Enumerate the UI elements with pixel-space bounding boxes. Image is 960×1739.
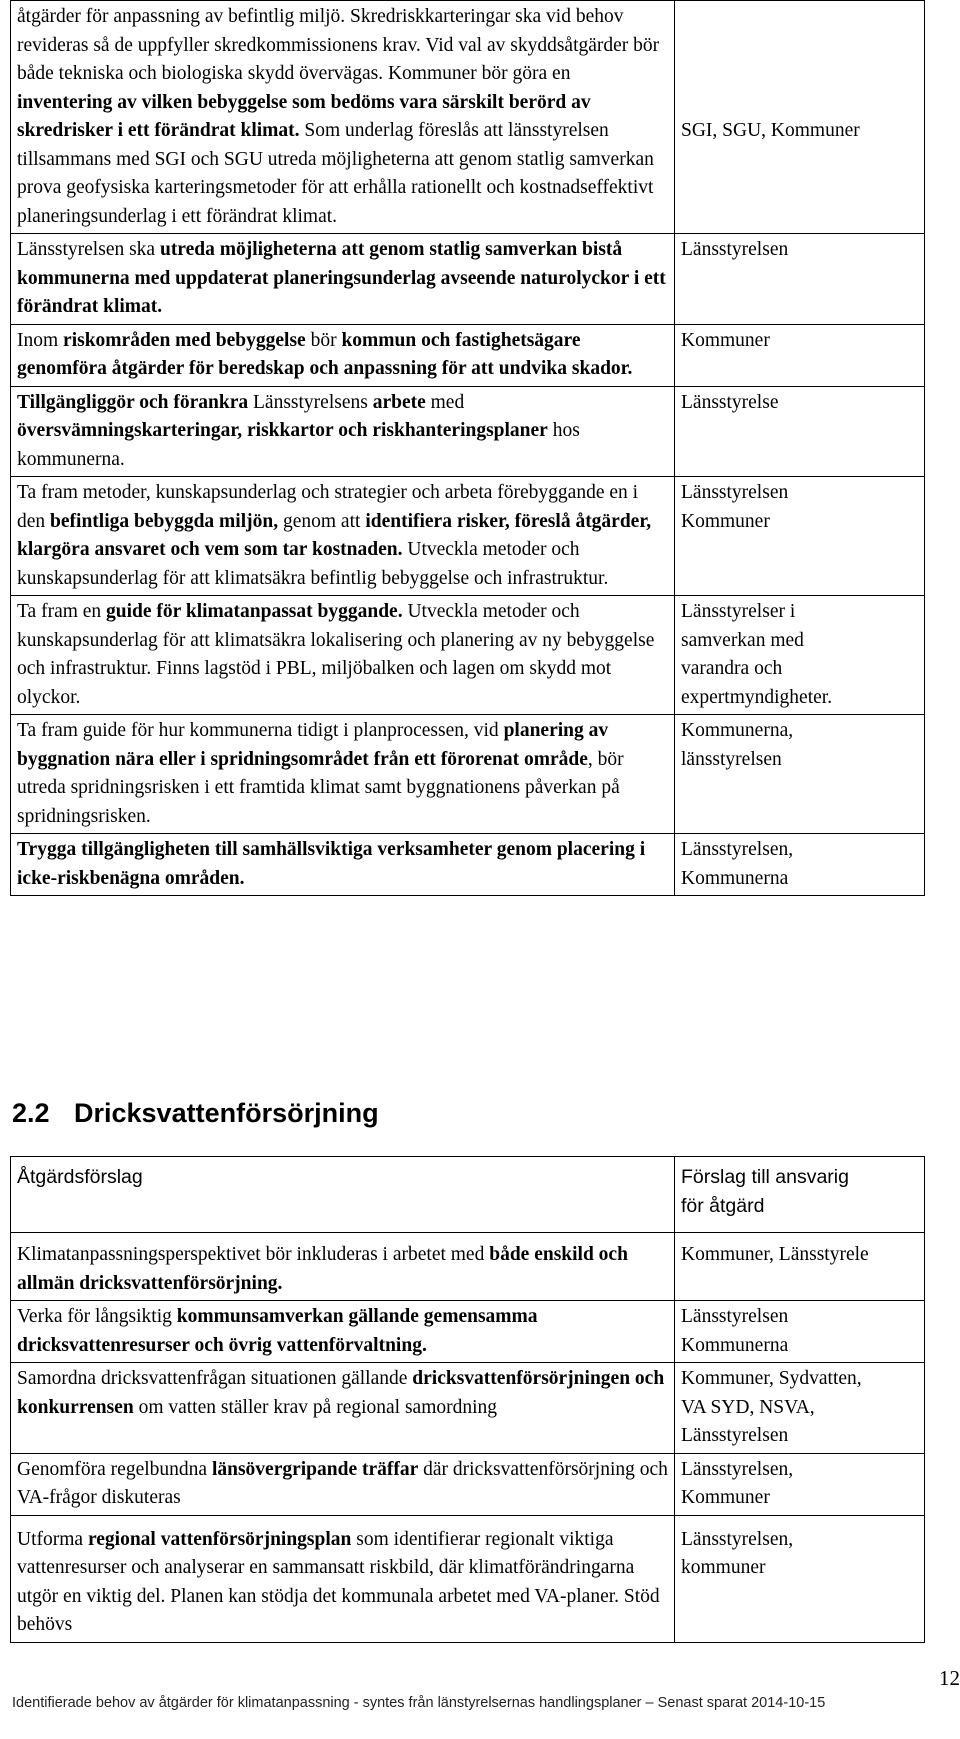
action-text: Tillgängliggör och förankra [17,391,254,413]
responsible-text: Länsstyrelsen, [681,1528,794,1550]
responsible-text: länsstyrelsen [681,748,782,770]
action-text: riskområden med bebyggelse [63,329,306,351]
section-title: Dricksvattenförsörjning [74,1098,379,1128]
action-text: om vatten ställer krav på regional samordning [133,1396,498,1418]
action-text: Genomföra regelbundna [17,1458,212,1480]
responsible-text: Länsstyrelsen [681,1306,789,1327]
responsible-cell [675,834,925,896]
action-text: åtgärder för anpassning av befintlig miljö. Skredriskkarteringar ska vid behov revideras så de uppfyller skredkommissionens krav. Vid val av skyddsåtgärder bör både tekniska och biologiska skydd övervägas. Kommuner bör göra en [17,6,660,84]
responsible-text: kommuner [681,1557,766,1578]
table-row [11,596,925,715]
responsible-cell [675,715,925,834]
responsible-text: Kommunerna, [681,720,794,741]
action-text: bör [305,329,342,351]
table-row [11,1363,925,1454]
header-action [11,1157,675,1233]
action-text: befintliga bebyggda miljön, [50,510,279,532]
responsible-text: Länsstyrelsen [681,482,789,503]
action-text: Ta fram metoder, kunskapsunderlag och strategier och arbeta förebyggande en i den [17,482,639,532]
responsible-text: Länsstyrelsen [681,1425,789,1446]
responsible-text: Kommuner, Länsstyrele [681,1244,869,1265]
action-text: Ta fram guide för hur kommunerna tidigt i planprocessen, vid [17,720,504,741]
action-text: guide för klimatanpassat byggande. [106,601,403,622]
header-action-label: Åtgärdsförslag [17,1166,143,1188]
action-text: regional vattenförsörjningsplan [87,1528,352,1550]
action-text: som identifierar regionalt viktiga vattenresurser och analyserar en sammansatt riskbild, där klimatförändringarna utgör en viktig del. Planen kan stödja det kommunala arbetet med VA-planer. Stöd behövs [17,1528,660,1635]
responsible-text: Kommuner [681,329,770,351]
action-cell [11,596,675,715]
responsible-cell [675,596,925,715]
table-row [11,1233,925,1301]
action-text: Länsstyrelsens [253,391,373,413]
responsible-cell [675,1233,925,1301]
action-text: Utveckla metoder och kunskapsunderlag för att klimatsäkra befintlig bebyggelse och infrastruktur. [17,539,609,589]
responsible-cell [675,477,925,596]
action-text: arbete [372,391,426,413]
action-text: genom att [278,510,366,532]
action-cell [11,1453,675,1515]
drinking-water-measures-table [10,1156,925,1643]
responsible-text: varandra och [681,658,783,679]
responsible-cell [675,1453,925,1515]
table-row [11,386,925,477]
action-text: med [425,391,465,413]
action-text: både enskild och allmän dricksvattenförsörjning. [17,1244,628,1294]
responsible-cell [675,234,925,325]
action-text: Inom [17,329,64,351]
table-row [11,715,925,834]
table-row [11,1453,925,1515]
action-text: Ta fram en [17,601,107,622]
action-cell [11,1363,675,1454]
responsible-cell [675,1363,925,1454]
responsible-text: Länsstyrelser i [681,601,796,622]
responsible-text: Länsstyrelsen, [681,1458,794,1480]
responsible-text: Kommunerna [681,1334,789,1356]
table-row [11,324,925,386]
responsible-text: Kommuner, Sydvatten, [681,1368,862,1389]
action-text: Länsstyrelsen ska [17,239,160,260]
table-row [11,477,925,596]
header-responsible [675,1157,925,1233]
responsible-text: Kommuner [681,510,770,532]
responsible-cell [675,1515,925,1642]
responsible-text: Länsstyrelsen [681,239,789,260]
action-text: länsövergripande träffar [211,1458,419,1480]
action-cell [11,834,675,896]
action-cell [11,1,675,234]
table-row [11,1301,925,1363]
responsible-text: Kommunerna [681,867,789,889]
table-row [11,1515,925,1642]
responsible-text: Kommuner [681,1487,770,1508]
action-cell [11,715,675,834]
table-header-row [11,1157,925,1233]
header-responsible-line: Förslag till ansvarig [681,1166,849,1188]
action-text: översvämningskarteringar, riskkartor och riskhanteringsplaner [17,420,548,441]
header-responsible-line: för åtgärd [681,1194,765,1217]
action-text: , bör utreda spridningsrisken i ett framtida klimat samt byggnationens påverkan på spridningsrisken. [17,748,624,827]
section-number: 2.2 [12,1098,50,1128]
table-row [11,1,925,234]
responsible-text: expertmyndigheter. [681,686,833,708]
action-text: dricksvattenförsörjningen och konkurrensen [17,1368,665,1418]
action-cell [11,324,675,386]
measures-table-continued [10,0,925,896]
action-text: utreda möjligheterna att genom statlig samverkan bistå kommunerna med uppdaterat planeringsunderlag avseende naturolyckor i ett förändrat klimat. [17,239,666,317]
action-text: kommun och fastighetsägare genomföra åtgärder för beredskap och anpassning för att undvika skador. [17,329,633,379]
table-row [11,834,925,896]
responsible-cell [675,1301,925,1363]
responsible-text: Länsstyrelse [681,391,779,413]
page-footer: Identifierade behov av åtgärder för klimatanpassning - syntes från länstyrelsernas handlingsplaner – Senast sparat 2014-10-15 [12,1695,826,1711]
action-text: Utforma [17,1528,88,1550]
action-cell [11,386,675,477]
action-text: planering av byggnation nära eller i spridningsområdet från ett förorenat område [17,720,609,770]
responsible-text: Länsstyrelsen, [681,839,794,860]
action-text: Trygga tillgängligheten till samhällsviktiga verksamheter genom placering i icke-riskbenägna områden. [17,839,646,889]
action-text: Samordna dricksvattenfrågan situationen gällande [17,1368,413,1389]
action-text: där dricksvattenförsörjning och VA-frågor diskuteras [17,1458,668,1508]
action-text: Utveckla metoder och kunskapsunderlag för att klimatsäkra lokalisering och planering av ny bebyggelse och infrastruktur. Finns lagstöd i PBL, miljöbalken och lagen om skydd mot olyckor. [17,601,655,708]
responsible-text: VA SYD, NSVA, [681,1396,815,1418]
responsible-cell [675,386,925,477]
table-row [11,234,925,325]
responsible-text: samverkan med [681,629,804,651]
action-cell [11,477,675,596]
action-text: identifiera risker, föreslå åtgärder, klargöra ansvaret och vem som tar kostnaden. [17,510,652,560]
section-heading [12,1098,379,1129]
action-cell [11,1301,675,1363]
action-cell [11,1515,675,1642]
action-text: Klimatanpassningsperspektivet bör inkluderas i arbetet med [17,1244,490,1265]
action-text: inventering av vilken bebyggelse som bedöms vara särskilt berörd av skredrisker i ett förändrat klimat. [17,91,591,141]
action-text: kommunsamverkan gällande gemensamma dricksvattenresurser och övrig vattenförvaltning. [17,1306,538,1356]
responsible-cell [675,1,925,234]
action-text: hos kommunerna. [17,420,580,470]
action-cell [11,1233,675,1301]
action-cell [11,234,675,325]
action-text: Som underlag föreslås att länsstyrelsen tillsammans med SGI och SGU utreda möjligheterna att genom statlig samverkan prova geofysiska karteringsmetoder för att erhålla rationellt och kostnadseffektivt planeringsunderlag i ett förändrat klimat. [17,120,654,227]
action-text: Verka för långsiktig [17,1306,177,1327]
responsible-cell [675,324,925,386]
page-number: 12 [939,1666,960,1690]
responsible-text: SGI, SGU, Kommuner [681,120,860,141]
